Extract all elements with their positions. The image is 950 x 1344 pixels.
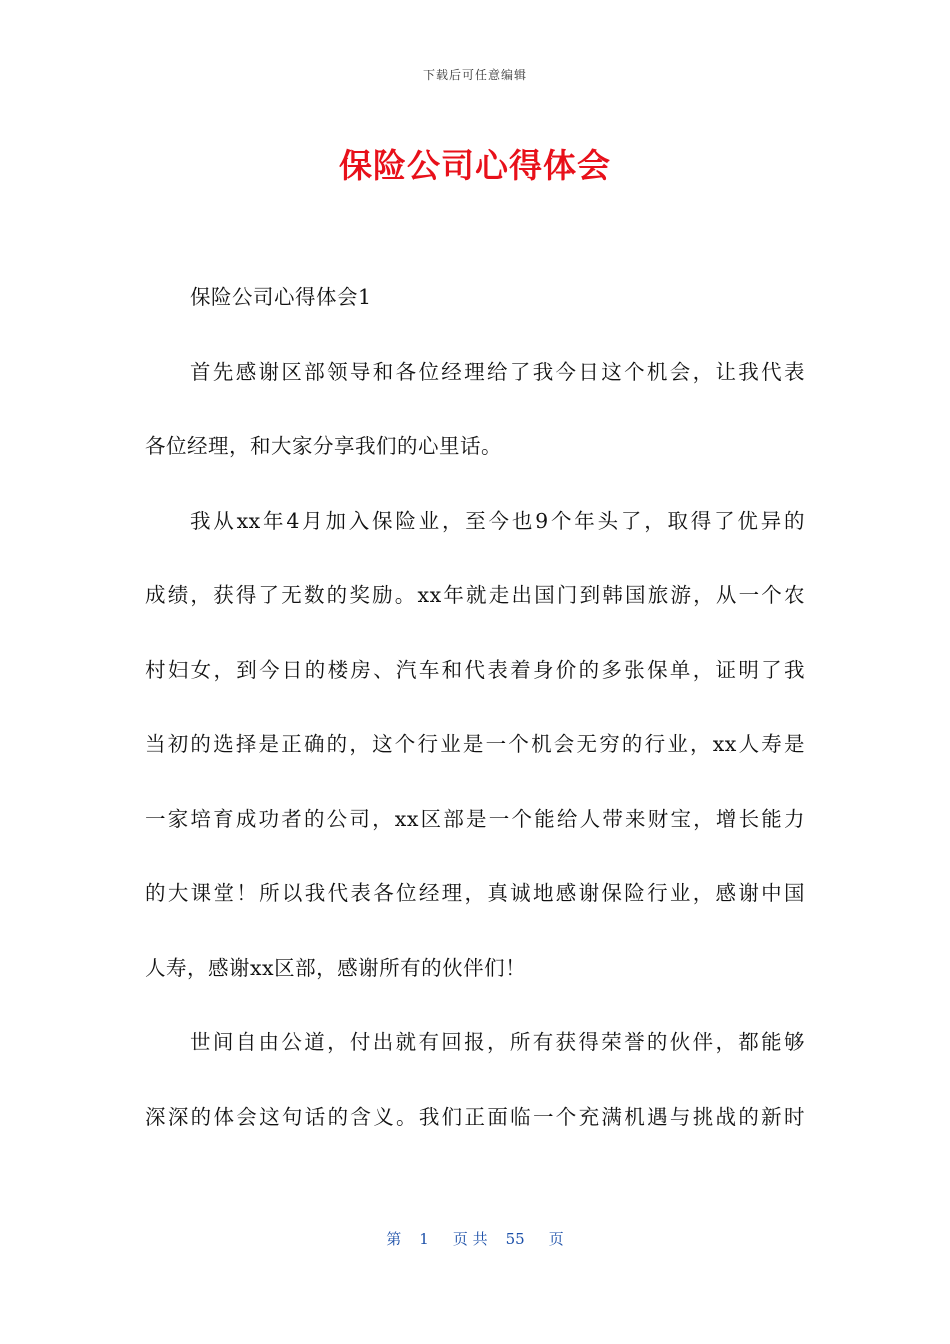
page-footer — [0, 1228, 950, 1249]
paragraph-line: 世间自由公道，付出就有回报，所有获得荣誉的伙伴，都能够 — [190, 1030, 805, 1054]
footer-page-prefix: 第 — [386, 1230, 402, 1248]
paragraph-line: 当初的选择是正确的，这个行业是一个机会无穷的行业，xx人寿是 — [145, 732, 805, 756]
document-title: 保险公司心得体会 — [339, 146, 611, 185]
paragraph-line: 首先感谢区部领导和各位经理给了我今日这个机会，让我代表 — [190, 359, 805, 384]
paragraph-line: 成绩，获得了无数的奖励。xx年就走出国门到韩国旅游，从一个农 — [145, 583, 805, 607]
footer-total-pages: 55 — [505, 1230, 525, 1248]
footer-page-suffix: 页 — [548, 1230, 564, 1248]
footer-page-mid: 页 共 — [452, 1230, 488, 1248]
document-body — [145, 280, 805, 1174]
paragraph-line: 深深的体会这句话的含义。我们正面临一个充满机遇与挑战的新时 — [145, 1104, 805, 1129]
paragraph-line: 的大课堂！所以我代表各位经理，真诚地感谢保险行业，感谢中国 — [145, 881, 805, 905]
paragraph-line: 村妇女，到今日的楼房、汽车和代表着身价的多张保单，证明了我 — [145, 657, 805, 682]
footer-page-number: 1 — [419, 1230, 429, 1248]
paragraph-line: 我从xx年4月加入保险业，至今也9个年头了，取得了优异的 — [190, 508, 805, 533]
section-heading: 保险公司心得体会1 — [190, 285, 372, 309]
paragraph-line: 人寿，感谢xx区部，感谢所有的伙伴们！ — [145, 955, 527, 980]
paragraph-line: 各位经理，和大家分享我们的心里话。 — [145, 434, 502, 458]
paragraph-line: 一家培育成功者的公司，xx区部是一个能给人带来财宝，增长能力 — [145, 806, 805, 831]
header-note: 下载后可任意编辑 — [422, 68, 527, 82]
